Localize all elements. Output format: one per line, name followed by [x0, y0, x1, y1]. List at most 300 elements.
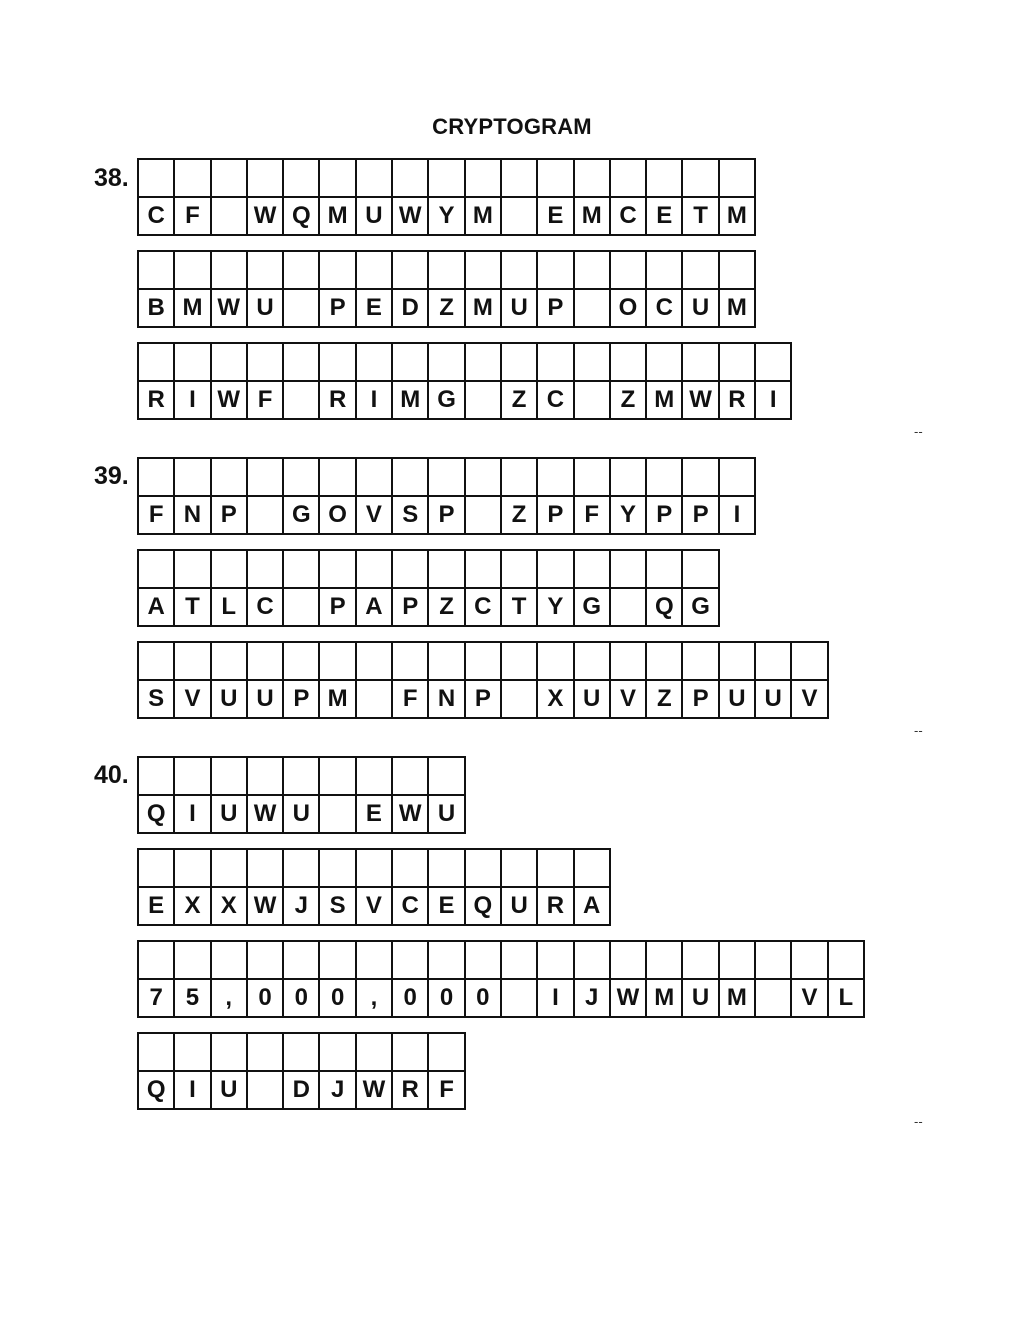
cipher-letter	[575, 382, 609, 418]
answer-box[interactable]	[175, 160, 209, 198]
cipher-letter: L	[221, 593, 237, 620]
letter-cell	[284, 942, 320, 1018]
answer-box[interactable]	[538, 252, 572, 290]
answer-box[interactable]	[284, 252, 318, 290]
letter-cell	[393, 942, 429, 1018]
answer-box[interactable]	[175, 252, 209, 290]
cipher-letter: U	[764, 685, 782, 712]
puzzle-38-separator: --	[914, 424, 923, 439]
puzzle-40-row-3	[137, 940, 865, 1018]
letter-cell	[393, 643, 429, 719]
cipher-letter: W	[217, 386, 241, 413]
cipher-letter: C	[256, 593, 274, 620]
answer-box[interactable]	[212, 252, 246, 290]
answer-box[interactable]	[611, 252, 645, 290]
answer-box[interactable]	[357, 643, 391, 681]
answer-box[interactable]	[647, 459, 681, 497]
letter-cell	[320, 758, 356, 834]
answer-box[interactable]	[357, 1034, 391, 1072]
cipher-letter: N	[437, 685, 456, 712]
answer-box[interactable]	[212, 459, 246, 497]
cipher-letter: W	[398, 800, 422, 827]
answer-box[interactable]	[284, 160, 318, 198]
answer-box[interactable]	[502, 551, 536, 589]
letter-cell	[357, 252, 393, 328]
cipher-letter: V	[620, 685, 637, 712]
answer-box[interactable]	[357, 459, 391, 497]
cipher-letter: G	[691, 593, 710, 620]
answer-box[interactable]	[575, 942, 609, 980]
letter-cell	[320, 160, 356, 236]
letter-cell	[466, 160, 502, 236]
letter-cell	[466, 850, 502, 926]
cipher-letter	[575, 290, 609, 326]
answer-box[interactable]	[429, 344, 463, 382]
letter-cell	[284, 459, 320, 535]
letter-cell	[357, 942, 393, 1018]
letter-cell	[502, 942, 538, 1018]
cipher-letter: I	[189, 1076, 196, 1103]
letter-cell	[248, 850, 284, 926]
answer-box[interactable]	[175, 1034, 209, 1072]
answer-box[interactable]	[611, 344, 645, 382]
letter-cell	[284, 344, 320, 420]
answer-box[interactable]	[393, 850, 427, 888]
answer-box[interactable]	[429, 758, 463, 796]
answer-box[interactable]	[756, 942, 790, 980]
answer-box[interactable]	[320, 643, 354, 681]
answer-box[interactable]	[248, 160, 282, 198]
answer-box[interactable]	[720, 459, 754, 497]
answer-box[interactable]	[212, 643, 246, 681]
cipher-letter: W	[253, 202, 277, 229]
cipher-letter: R	[546, 892, 565, 919]
answer-box[interactable]	[756, 344, 790, 382]
letter-cell	[212, 942, 248, 1018]
cipher-letter: M	[654, 984, 675, 1011]
cipher-letter: U	[220, 800, 238, 827]
answer-box[interactable]	[248, 344, 282, 382]
answer-box[interactable]	[393, 252, 427, 290]
letter-cell	[357, 850, 393, 926]
answer-box[interactable]	[248, 942, 282, 980]
answer-box[interactable]	[829, 942, 863, 980]
letter-cell	[647, 459, 683, 535]
letter-cell	[212, 643, 248, 719]
answer-box[interactable]	[139, 459, 173, 497]
answer-box[interactable]	[212, 1034, 246, 1072]
answer-box[interactable]	[683, 551, 717, 589]
cipher-letter: V	[365, 892, 382, 919]
cipher-letter: 7	[149, 984, 163, 1011]
answer-box[interactable]	[175, 459, 209, 497]
answer-box[interactable]	[393, 160, 427, 198]
answer-box[interactable]	[357, 551, 391, 589]
answer-box[interactable]	[393, 1034, 427, 1072]
cipher-letter: F	[185, 202, 200, 229]
answer-box[interactable]	[575, 551, 609, 589]
cipher-letter: P	[220, 501, 237, 528]
answer-box[interactable]	[284, 459, 318, 497]
cipher-letter: W	[253, 892, 277, 919]
answer-box[interactable]	[175, 643, 209, 681]
page-title: CRYPTOGRAM	[432, 114, 592, 139]
cipher-letter: 0	[439, 984, 454, 1011]
answer-box[interactable]	[502, 160, 536, 198]
letter-cell	[683, 551, 719, 627]
answer-box[interactable]	[248, 459, 282, 497]
cipher-letter: U	[437, 800, 456, 827]
answer-box[interactable]	[248, 551, 282, 589]
answer-box[interactable]	[429, 459, 463, 497]
cipher-letter: E	[547, 202, 564, 229]
answer-box[interactable]	[429, 160, 463, 198]
answer-box[interactable]	[720, 252, 754, 290]
answer-box[interactable]	[284, 758, 318, 796]
answer-box[interactable]	[393, 551, 427, 589]
cipher-letter: E	[656, 202, 673, 229]
cipher-letter: D	[401, 294, 419, 321]
letter-cell	[575, 252, 611, 328]
answer-box[interactable]	[538, 850, 572, 888]
letter-cell	[175, 252, 211, 328]
letter-cell	[284, 643, 320, 719]
puzzle-40-row-2	[137, 848, 611, 926]
answer-box[interactable]	[720, 643, 754, 681]
letter-cell	[393, 850, 429, 926]
answer-box[interactable]	[139, 344, 173, 382]
letter-cell	[393, 160, 429, 236]
answer-box[interactable]	[720, 344, 754, 382]
answer-box[interactable]	[575, 252, 609, 290]
cipher-letter	[466, 497, 500, 533]
cipher-letter: U	[691, 984, 710, 1011]
answer-box[interactable]	[212, 850, 246, 888]
answer-box[interactable]	[575, 643, 609, 681]
answer-box[interactable]	[611, 643, 645, 681]
letter-cell	[538, 459, 574, 535]
answer-box[interactable]	[139, 551, 173, 589]
answer-box[interactable]	[139, 942, 173, 980]
answer-box[interactable]	[575, 850, 609, 888]
answer-box[interactable]	[212, 344, 246, 382]
cipher-letter: Z	[511, 386, 527, 413]
letter-cell	[720, 643, 756, 719]
letter-cell	[502, 344, 538, 420]
letter-cell	[720, 252, 756, 328]
answer-box[interactable]	[466, 252, 500, 290]
answer-box[interactable]	[538, 942, 572, 980]
answer-box[interactable]	[393, 344, 427, 382]
letter-cell	[575, 344, 611, 420]
puzzle-40-separator: --	[914, 1114, 923, 1129]
letter-cell	[139, 643, 175, 719]
cipher-letter: C	[401, 892, 419, 919]
answer-box[interactable]	[647, 551, 681, 589]
cipher-letter: M	[400, 386, 421, 413]
cipher-letter: R	[147, 386, 165, 413]
answer-box[interactable]	[429, 942, 463, 980]
cipher-letter: Z	[620, 386, 636, 413]
cipher-letter	[212, 198, 246, 234]
answer-box[interactable]	[248, 643, 282, 681]
cipher-letter: Q	[146, 800, 166, 827]
answer-box[interactable]	[139, 160, 173, 198]
cipher-letter: U	[256, 685, 274, 712]
answer-box[interactable]	[466, 850, 500, 888]
letter-cell	[284, 160, 320, 236]
letter-cell	[357, 459, 393, 535]
answer-box[interactable]	[320, 551, 354, 589]
answer-box[interactable]	[248, 1034, 282, 1072]
letter-cell	[611, 160, 647, 236]
answer-box[interactable]	[538, 459, 572, 497]
answer-box[interactable]	[466, 160, 500, 198]
answer-box[interactable]	[647, 344, 681, 382]
answer-box[interactable]	[683, 459, 717, 497]
answer-box[interactable]	[429, 551, 463, 589]
answer-box[interactable]	[683, 160, 717, 198]
puzzle-38-number: 38.	[94, 164, 129, 192]
answer-box[interactable]	[357, 160, 391, 198]
answer-box[interactable]	[429, 1034, 463, 1072]
letter-cell	[139, 160, 175, 236]
letter-cell	[248, 160, 284, 236]
answer-box[interactable]	[248, 850, 282, 888]
letter-cell	[284, 1034, 320, 1110]
letter-cell	[284, 252, 320, 328]
letter-cell	[466, 252, 502, 328]
letter-cell	[429, 942, 465, 1018]
letter-cell	[683, 459, 719, 535]
cipher-letter: Z	[656, 685, 672, 712]
answer-box[interactable]	[502, 344, 536, 382]
cipher-letter: X	[184, 892, 201, 919]
answer-box[interactable]	[683, 344, 717, 382]
answer-box[interactable]	[647, 160, 681, 198]
cipher-letter: I	[733, 501, 741, 528]
cipher-letter: Y	[547, 593, 564, 620]
letter-cell	[357, 758, 393, 834]
letter-cell	[538, 160, 574, 236]
answer-box[interactable]	[139, 252, 173, 290]
letter-cell	[212, 160, 248, 236]
answer-box[interactable]	[212, 551, 246, 589]
answer-box[interactable]	[756, 643, 790, 681]
answer-box[interactable]	[175, 942, 209, 980]
answer-box[interactable]	[320, 850, 354, 888]
answer-box[interactable]	[683, 942, 717, 980]
cipher-letter: I	[189, 800, 196, 827]
letter-cell	[320, 344, 356, 420]
letter-cell	[393, 1034, 429, 1110]
answer-box[interactable]	[320, 942, 354, 980]
answer-box[interactable]	[357, 942, 391, 980]
cipher-letter: V	[365, 501, 382, 528]
answer-box[interactable]	[320, 1034, 354, 1072]
letter-cell	[248, 942, 284, 1018]
cipher-letter: U	[365, 202, 383, 229]
answer-box[interactable]	[357, 344, 391, 382]
cipher-letter: G	[582, 593, 602, 620]
letter-cell	[212, 459, 248, 535]
cipher-letter: Z	[439, 294, 454, 321]
answer-box[interactable]	[175, 551, 209, 589]
answer-box[interactable]	[357, 850, 391, 888]
letter-cell	[429, 643, 465, 719]
answer-box[interactable]	[466, 942, 500, 980]
cipher-letter: F	[584, 501, 600, 528]
cipher-letter: S	[329, 892, 346, 919]
answer-box[interactable]	[320, 344, 354, 382]
cipher-letter: D	[292, 1076, 310, 1103]
letter-cell	[175, 758, 211, 834]
answer-box[interactable]	[393, 459, 427, 497]
answer-box[interactable]	[212, 160, 246, 198]
letter-cell	[502, 459, 538, 535]
letter-cell	[538, 643, 574, 719]
letter-cell	[466, 942, 502, 1018]
answer-box[interactable]	[466, 551, 500, 589]
answer-box[interactable]	[647, 942, 681, 980]
letter-cell	[502, 850, 538, 926]
letter-cell	[720, 459, 756, 535]
letter-cell	[792, 942, 828, 1018]
answer-box[interactable]	[284, 643, 318, 681]
cipher-letter	[466, 382, 500, 418]
answer-box[interactable]	[720, 160, 754, 198]
cipher-letter: E	[365, 294, 382, 321]
answer-box[interactable]	[320, 459, 354, 497]
answer-box[interactable]	[320, 252, 354, 290]
answer-box[interactable]	[611, 942, 645, 980]
answer-box[interactable]	[502, 942, 536, 980]
answer-box[interactable]	[139, 758, 173, 796]
letter-cell	[139, 850, 175, 926]
answer-box[interactable]	[538, 643, 572, 681]
answer-box[interactable]	[792, 942, 826, 980]
answer-box[interactable]	[429, 252, 463, 290]
answer-box[interactable]	[429, 850, 463, 888]
answer-box[interactable]	[139, 1034, 173, 1072]
answer-box[interactable]	[284, 551, 318, 589]
answer-box[interactable]	[248, 252, 282, 290]
letter-cell	[502, 643, 538, 719]
answer-box[interactable]	[575, 344, 609, 382]
letter-cell	[175, 344, 211, 420]
answer-box[interactable]	[647, 252, 681, 290]
cipher-letter: 5	[185, 984, 200, 1011]
answer-box[interactable]	[212, 758, 246, 796]
answer-box[interactable]	[647, 643, 681, 681]
answer-box[interactable]	[320, 160, 354, 198]
letter-cell	[683, 160, 719, 236]
letter-cell	[139, 942, 175, 1018]
answer-box[interactable]	[502, 459, 536, 497]
letter-cell	[575, 643, 611, 719]
answer-box[interactable]	[502, 252, 536, 290]
cipher-letter: G	[437, 386, 456, 413]
letter-cell	[393, 459, 429, 535]
answer-box[interactable]	[175, 758, 209, 796]
cipher-letter: S	[148, 685, 165, 712]
answer-box[interactable]	[175, 850, 209, 888]
cipher-letter: W	[689, 386, 712, 413]
cipher-letter: C	[474, 593, 492, 620]
letter-cell	[720, 942, 756, 1018]
answer-box[interactable]	[502, 850, 536, 888]
answer-box[interactable]	[139, 850, 173, 888]
answer-box[interactable]	[538, 344, 572, 382]
cipher-letter: M	[472, 202, 493, 229]
answer-box[interactable]	[284, 1034, 318, 1072]
answer-box[interactable]	[611, 160, 645, 198]
letter-cell	[248, 252, 284, 328]
letter-cell	[611, 459, 647, 535]
puzzle-39-row-3	[137, 641, 829, 719]
answer-box[interactable]	[502, 643, 536, 681]
answer-box[interactable]	[212, 942, 246, 980]
cipher-letter: E	[438, 892, 455, 919]
answer-box[interactable]	[393, 942, 427, 980]
answer-box[interactable]	[466, 459, 500, 497]
answer-box[interactable]	[284, 942, 318, 980]
letter-cell	[647, 643, 683, 719]
answer-box[interactable]	[466, 643, 500, 681]
letter-cell	[175, 850, 211, 926]
answer-box[interactable]	[393, 758, 427, 796]
letter-cell	[683, 252, 719, 328]
answer-box[interactable]	[284, 344, 318, 382]
answer-box[interactable]	[792, 643, 826, 681]
cipher-letter: 0	[294, 984, 309, 1011]
answer-box[interactable]	[429, 643, 463, 681]
cipher-letter: W	[217, 294, 241, 321]
answer-box[interactable]	[357, 758, 391, 796]
letter-cell	[756, 344, 792, 420]
answer-box[interactable]	[538, 551, 572, 589]
answer-box[interactable]	[357, 252, 391, 290]
answer-box[interactable]	[139, 643, 173, 681]
answer-box[interactable]	[683, 643, 717, 681]
letter-cell	[284, 850, 320, 926]
cipher-letter: F	[148, 501, 164, 528]
answer-box[interactable]	[284, 850, 318, 888]
answer-box[interactable]	[248, 758, 282, 796]
answer-box[interactable]	[720, 942, 754, 980]
letter-cell	[756, 643, 792, 719]
cipher-letter: Q	[146, 1076, 166, 1103]
cipher-letter	[502, 681, 536, 717]
letter-cell	[611, 942, 647, 1018]
answer-box[interactable]	[575, 160, 609, 198]
answer-box[interactable]	[538, 160, 572, 198]
answer-box[interactable]	[466, 344, 500, 382]
answer-box[interactable]	[611, 551, 645, 589]
cipher-letter: P	[547, 501, 564, 528]
letter-cell	[393, 758, 429, 834]
answer-box[interactable]	[611, 459, 645, 497]
letter-cell	[212, 344, 248, 420]
answer-box[interactable]	[320, 758, 354, 796]
answer-box[interactable]	[575, 459, 609, 497]
cipher-letter: P	[329, 294, 346, 321]
answer-box[interactable]	[683, 252, 717, 290]
answer-box[interactable]	[175, 344, 209, 382]
letter-cell	[647, 551, 683, 627]
cipher-letter: A	[365, 593, 383, 620]
answer-box[interactable]	[393, 643, 427, 681]
